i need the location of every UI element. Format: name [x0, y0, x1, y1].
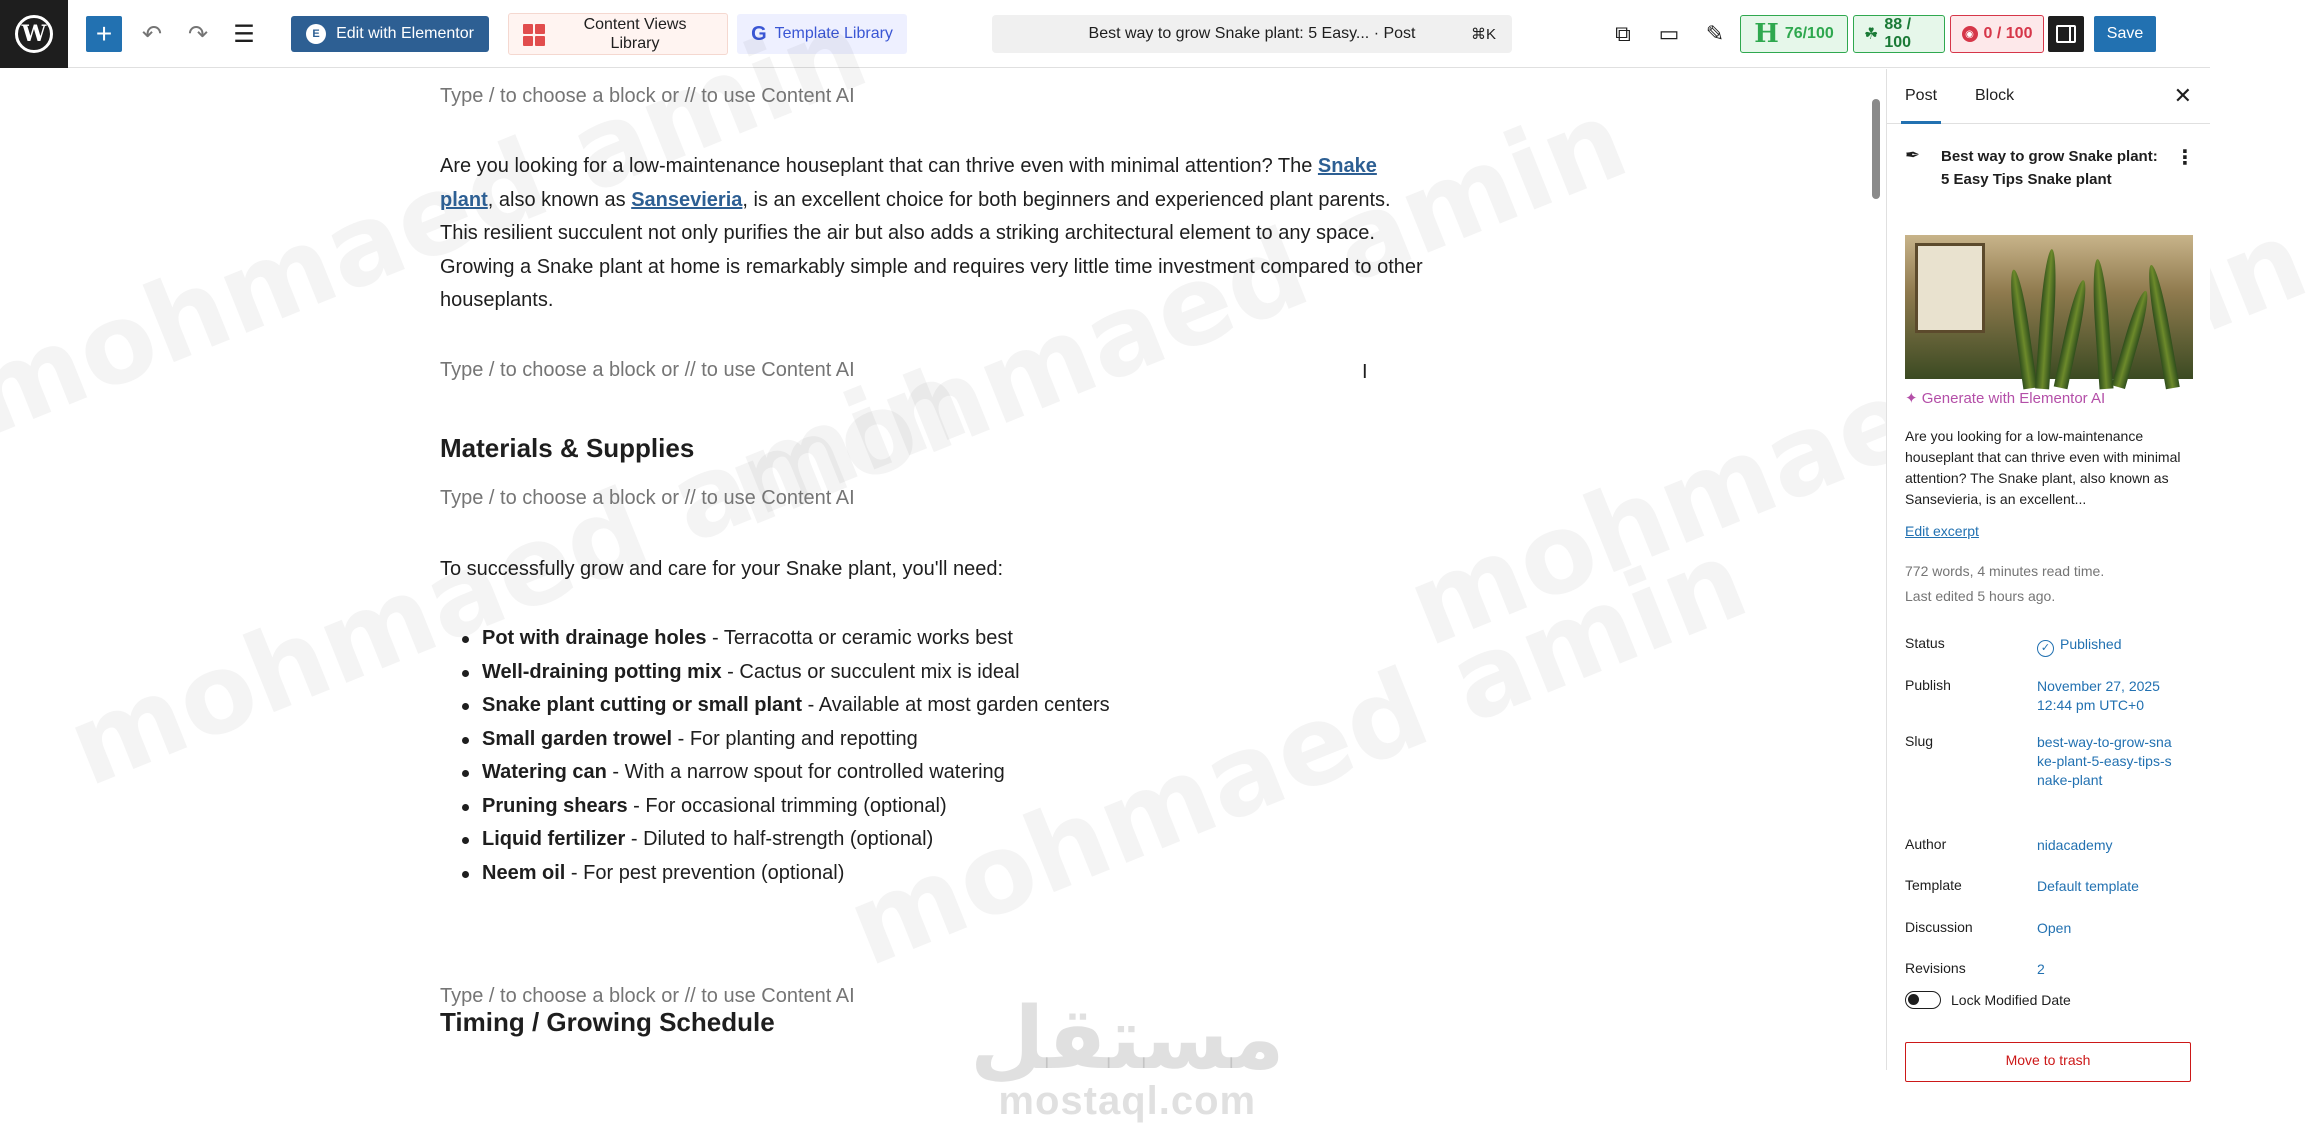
plant-leaf — [2007, 269, 2038, 390]
post-title: Best way to grow Snake plant: 5 Easy Tips Snake plant — [1941, 148, 2158, 188]
scrollbar-thumb[interactable] — [1872, 99, 1880, 199]
plant-leaf — [2144, 264, 2179, 390]
plant-leaf — [2111, 289, 2152, 389]
content-views-label: Content Views Library — [583, 16, 687, 52]
block-placeholder[interactable]: Type / to choose a block or // to use Content AI — [440, 487, 855, 509]
supply-name: Well-draining potting mix — [482, 660, 722, 683]
notes-button[interactable] — [1698, 16, 1732, 52]
editor-toolbar — [0, 0, 2210, 68]
list-item — [482, 622, 1110, 656]
list-item — [482, 857, 1110, 891]
status-value: Published — [2060, 636, 2122, 652]
undo-button[interactable] — [134, 16, 170, 52]
supply-desc: - Terracotta or ceramic works best — [706, 627, 1013, 649]
featured-image-window — [1915, 243, 1985, 333]
content-views-library-button[interactable] — [508, 13, 728, 55]
revisions-value-button[interactable]: 2 — [2037, 961, 2045, 977]
watermark-logo-arabic: مستقل — [970, 989, 1285, 1089]
supplies-list[interactable] — [482, 622, 1110, 890]
undo-icon: ↶ — [141, 20, 163, 48]
sparkle-icon: ✦ — [1905, 390, 1918, 407]
elementor-button-label: Edit with Elementor — [336, 25, 474, 42]
intro-paragraph[interactable] — [440, 150, 1430, 318]
watermark-logo-english: mostaql.com — [998, 1079, 1257, 1123]
plant-leaf — [2054, 279, 2091, 390]
post-actions-button[interactable]: ⋮ — [2175, 147, 2195, 169]
laptop-icon: ▭ — [1658, 21, 1680, 46]
post-feather-icon: ✒ — [1905, 145, 1921, 165]
supply-desc: - For pest prevention (optional) — [565, 861, 845, 884]
lock-modified-date-toggle[interactable] — [1905, 991, 1941, 1009]
template-library-icon: G — [751, 22, 767, 45]
seo-plugin-icon: ◉ — [1962, 26, 1978, 42]
readability-score-button[interactable] — [1853, 15, 1945, 53]
generate-with-ai-button[interactable] — [1905, 389, 2105, 407]
supply-name: Small garden trowel — [482, 727, 673, 750]
device-preview-button[interactable] — [1652, 16, 1686, 52]
settings-sidebar-toggle[interactable] — [2048, 16, 2084, 52]
settings-sidebar — [1886, 69, 2210, 1070]
supply-desc: - Cactus or succulent mix is ideal — [721, 660, 1020, 683]
headline-analyzer-icon: H — [1754, 19, 1779, 49]
canvas-scrollbar[interactable] — [1872, 99, 1880, 269]
redo-button[interactable] — [180, 16, 216, 52]
lock-modified-date-row — [1905, 991, 2071, 1009]
supply-name: Pot with drainage holes — [482, 627, 707, 649]
status-label: Status — [1905, 635, 1945, 651]
plant-leaf — [2035, 249, 2059, 390]
post-meta — [1905, 559, 2104, 609]
word-count: 772 words, 4 minutes read time. — [1905, 563, 2105, 579]
list-item — [482, 756, 1110, 790]
edit-excerpt-link[interactable]: Edit excerpt — [1905, 523, 1979, 539]
supply-desc: - For planting and repotting — [672, 727, 918, 750]
view-post-button[interactable] — [1606, 16, 1640, 52]
supply-name: Neem oil — [482, 861, 566, 884]
template-library-label: Template Library — [774, 25, 893, 42]
list-view-icon: ☰ — [233, 20, 255, 48]
slug-label: Slug — [1905, 733, 1934, 749]
slug-value-button[interactable]: best-way-to-grow-snake-plant-5-easy-tips-snake-plant — [2037, 734, 2172, 788]
supply-desc: - With a narrow spout for controlled watering — [606, 761, 1005, 783]
supply-name: Liquid fertilizer — [482, 828, 626, 850]
add-block-button[interactable] — [86, 16, 122, 52]
heading-timing[interactable]: Timing / Growing Schedule — [440, 1007, 775, 1037]
supply-name: Watering can — [482, 761, 607, 783]
notepad-icon: ✎ — [1705, 21, 1725, 46]
seo-score: 0 / 100 — [1983, 25, 2033, 42]
author-value-button[interactable]: nidacademy — [2037, 837, 2113, 853]
list-item — [482, 656, 1110, 690]
heading-materials[interactable]: Materials & Supplies — [440, 433, 695, 463]
tab-block[interactable]: Block — [1975, 87, 2015, 104]
published-check-icon: ✓ — [2037, 640, 2054, 657]
edit-with-elementor-button[interactable] — [291, 16, 489, 52]
supply-desc: - Available at most garden centers — [802, 694, 1110, 716]
sidebar-icon — [2056, 25, 2076, 43]
list-item — [482, 723, 1110, 757]
headline-score: 76/100 — [1784, 25, 1834, 42]
wordpress-icon: W — [15, 15, 53, 53]
status-value-button[interactable] — [2037, 635, 2187, 657]
sidebar-tabs — [1887, 69, 2210, 124]
headline-score-button[interactable] — [1740, 15, 1848, 53]
readability-icon: ☘ — [1864, 26, 1879, 43]
move-to-trash-button[interactable]: Move to trash — [1905, 1042, 2191, 1082]
content-views-icon — [523, 24, 545, 46]
document-overview-button[interactable] — [226, 16, 262, 52]
block-placeholder[interactable]: Type / to choose a block or // to use Content AI — [440, 359, 855, 381]
external-link-icon: ⧉ — [1615, 21, 1631, 46]
command-palette-button[interactable] — [992, 15, 1512, 53]
intro-text: , also known as — [487, 188, 632, 211]
author-label: Author — [1905, 836, 1947, 852]
supply-desc: - Diluted to half-strength (optional) — [625, 828, 934, 850]
supply-name: Pruning shears — [482, 794, 628, 817]
elementor-icon: E — [306, 24, 326, 44]
supply-desc: - For occasional trimming (optional) — [627, 794, 947, 817]
template-label: Template — [1905, 877, 1962, 893]
tab-post[interactable]: Post — [1905, 87, 1938, 104]
publish-date-button[interactable]: November 27, 2025 12:44 pm UTC+0 — [2037, 678, 2160, 713]
document-title: Best way to grow Snake plant: 5 Easy... · Post — [1088, 25, 1416, 42]
template-library-button[interactable] — [737, 14, 907, 54]
block-placeholder[interactable]: Type / to choose a block or // to use Content AI — [440, 85, 855, 107]
block-placeholder[interactable]: Type / to choose a block or // to use Content AI — [440, 985, 855, 1007]
text-cursor-icon: I — [1362, 361, 1368, 383]
intro-text: Are you looking for a low-maintenance houseplant that can thrive even with minimal attention? The — [440, 155, 1318, 177]
supplies-intro-paragraph[interactable]: To successfully grow and care for your Snake plant, you'll need: — [440, 558, 1004, 580]
featured-image[interactable] — [1905, 235, 2193, 379]
list-item — [482, 689, 1110, 723]
post-excerpt: Are you looking for a low-maintenance houseplant that can thrive even with minimal attention? The Snake plant, also known as Sansevieria, is an excellent... — [1905, 428, 2181, 507]
list-item — [482, 790, 1110, 824]
list-item — [482, 823, 1110, 857]
redo-icon: ↷ — [187, 20, 209, 48]
publish-label: Publish — [1905, 677, 1951, 693]
plus-icon: + — [95, 18, 113, 49]
wordpress-logo-button[interactable] — [0, 0, 68, 68]
supply-name: Snake plant cutting or small plant — [482, 694, 803, 716]
intro-text: , is an excellent choice for both beginners and experienced plant parents. This resilient succulent not only purifies the air but also adds a striking architectural element to any space. Growing a Snake plant at home is remarkably simple and requires very little time investment compared to other houseplants. — [440, 188, 1423, 311]
seo-score-button[interactable] — [1950, 15, 2044, 53]
discussion-value-button[interactable]: Open — [2037, 920, 2072, 936]
sansevieria-link[interactable]: Sansevieria — [631, 188, 743, 211]
revisions-label: Revisions — [1905, 960, 1966, 976]
close-sidebar-button[interactable] — [2174, 83, 2192, 109]
last-edited: Last edited 5 hours ago. — [1905, 588, 2056, 604]
snake-plant-link[interactable]: Snake plant — [440, 155, 1377, 211]
generate-ai-label: Generate with Elementor AI — [1921, 390, 2106, 407]
save-button[interactable]: Save — [2094, 16, 2156, 52]
mostaql-watermark-logo — [970, 989, 1285, 1124]
editor-canvas[interactable] — [0, 69, 1886, 1123]
shortcut-hint: ⌘K — [1470, 26, 1496, 43]
plant-leaf — [2090, 259, 2113, 390]
close-icon: ✕ — [2173, 83, 2192, 108]
readability-score: 88 / 100 — [1884, 16, 1912, 51]
lock-modified-date-label: Lock Modified Date — [1951, 992, 2071, 1008]
template-value-button[interactable]: Default template — [2037, 878, 2139, 894]
discussion-label: Discussion — [1905, 919, 1973, 935]
